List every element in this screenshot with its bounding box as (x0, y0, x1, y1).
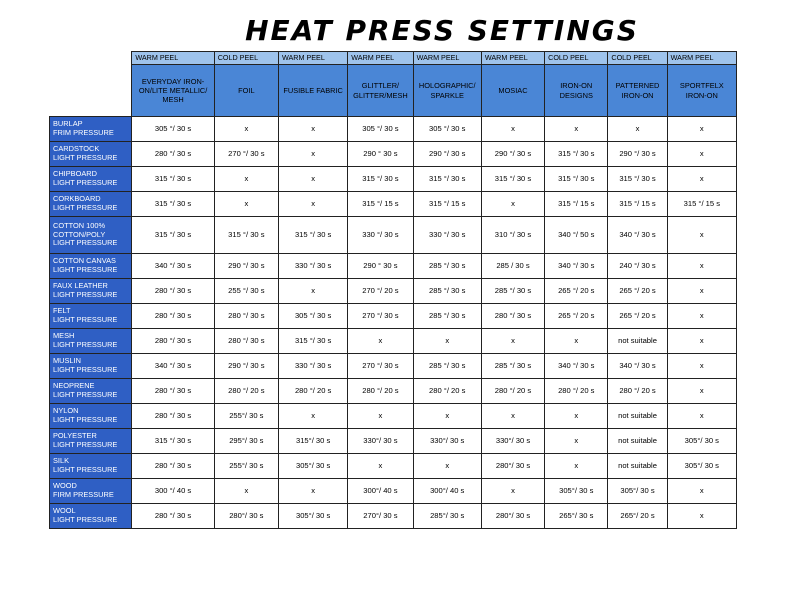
table-row (50, 404, 737, 429)
setting-cell: x (667, 304, 736, 329)
pressure-label: LIGHT PRESSURE (53, 290, 118, 299)
setting-cell: x (481, 329, 544, 354)
setting-cell: 315 °/ 30 s (608, 167, 667, 192)
setting-cell: x (413, 404, 481, 429)
setting-cell: 315 °/ 30 s (132, 429, 214, 454)
setting-cell: 330 °/ 30 s (278, 254, 347, 279)
material-cell (50, 117, 132, 142)
peel-type-cell: WARM PEEL (481, 52, 544, 65)
vinyl-type-header: FOIL (214, 65, 278, 117)
setting-cell: 315 °/ 30 s (348, 167, 413, 192)
setting-cell: 330 °/ 30 s (278, 354, 347, 379)
setting-cell: 315 °/ 15 s (413, 192, 481, 217)
setting-cell: 340 °/ 30 s (132, 254, 214, 279)
setting-cell: x (278, 192, 347, 217)
setting-cell: x (278, 142, 347, 167)
material-cell (50, 354, 132, 379)
setting-cell: 305 °/ 30 s (132, 117, 214, 142)
pressure-label: LIGHT PRESSURE (53, 515, 118, 524)
material-name: WOOD (53, 481, 77, 491)
table-row (50, 192, 737, 217)
material-cell (50, 479, 132, 504)
setting-cell: 330 °/ 30 s (348, 217, 413, 254)
setting-cell: 265°/ 30 s (545, 504, 608, 529)
setting-cell: x (348, 454, 413, 479)
setting-cell: 315 °/ 30 s (413, 167, 481, 192)
setting-cell: 305°/ 30 s (278, 504, 347, 529)
material-cell (50, 254, 132, 279)
setting-cell: 280 °/ 30 s (214, 329, 278, 354)
material-name: CARDSTOCK (53, 144, 100, 154)
setting-cell: x (545, 117, 608, 142)
setting-cell: x (413, 454, 481, 479)
setting-cell: 280 °/ 30 s (214, 304, 278, 329)
pressure-label: LIGHT PRESSURE (53, 178, 118, 187)
corner-cell (50, 65, 132, 117)
table-row (50, 354, 737, 379)
setting-cell: x (481, 192, 544, 217)
setting-cell: 285 °/ 30 s (413, 279, 481, 304)
setting-cell: 315 °/ 30 s (132, 217, 214, 254)
peel-type-cell: WARM PEEL (132, 52, 214, 65)
pressure-label: LIGHT PRESSURE (53, 315, 118, 324)
vinyl-type-header: IRON-ON DESIGNS (545, 65, 608, 117)
material-name: FAUX LEATHER (53, 281, 108, 291)
setting-cell: 315 °/ 30 s (132, 167, 214, 192)
setting-cell: x (481, 117, 544, 142)
setting-cell: 280 °/ 30 s (481, 304, 544, 329)
material-name: FELT (53, 306, 71, 316)
pressure-label: FIRM PRESSURE (53, 490, 114, 499)
table-row (50, 379, 737, 404)
setting-cell: x (214, 192, 278, 217)
setting-cell: 280 °/ 30 s (132, 142, 214, 167)
setting-cell: 330°/ 30 s (413, 429, 481, 454)
setting-cell: x (667, 254, 736, 279)
setting-cell: x (667, 504, 736, 529)
setting-cell: 310 °/ 30 s (481, 217, 544, 254)
setting-cell: 340 °/ 30 s (608, 354, 667, 379)
setting-cell: 290 °/ 30 s (214, 354, 278, 379)
table-row (50, 304, 737, 329)
material-name: COTTON 100% COTTON/POLY (53, 220, 106, 239)
setting-cell: 280 °/ 30 s (132, 379, 214, 404)
vinyl-type-header: EVERYDAY IRON-ON/LITE METALLIC/ MESH (132, 65, 214, 117)
setting-cell: 280°/ 30 s (481, 504, 544, 529)
material-cell (50, 142, 132, 167)
table-row (50, 429, 737, 454)
setting-cell: x (667, 354, 736, 379)
setting-cell: 280 °/ 30 s (132, 304, 214, 329)
peel-type-cell: COLD PEEL (545, 52, 608, 65)
setting-cell: 270 °/ 20 s (348, 279, 413, 304)
material-cell (50, 404, 132, 429)
setting-cell: x (348, 404, 413, 429)
setting-cell: not suitable (608, 404, 667, 429)
setting-cell: x (667, 167, 736, 192)
setting-cell: 280 °/ 30 s (132, 454, 214, 479)
setting-cell: x (545, 454, 608, 479)
setting-cell: 280 °/ 20 s (481, 379, 544, 404)
peel-type-cell: WARM PEEL (667, 52, 736, 65)
setting-cell: 315 °/ 30 s (545, 167, 608, 192)
setting-cell: x (278, 117, 347, 142)
setting-cell: 315 °/ 15 s (667, 192, 736, 217)
setting-cell: x (214, 167, 278, 192)
material-cell (50, 379, 132, 404)
material-name: MUSLIN (53, 356, 81, 366)
setting-cell: 305 °/ 30 s (348, 117, 413, 142)
setting-cell: 255°/ 30 s (214, 404, 278, 429)
setting-cell: not suitable (608, 429, 667, 454)
heat-press-table (49, 51, 737, 529)
setting-cell: x (608, 117, 667, 142)
peel-type-cell: WARM PEEL (348, 52, 413, 65)
setting-cell: 305°/ 30 s (667, 454, 736, 479)
setting-cell: 285 °/ 30 s (413, 354, 481, 379)
setting-cell: 315 °/ 30 s (545, 142, 608, 167)
setting-cell: 290 °/ 30 s (608, 142, 667, 167)
setting-cell: 270 °/ 30 s (348, 354, 413, 379)
material-name: MESH (53, 331, 75, 341)
table-row (50, 479, 737, 504)
setting-cell: 315°/ 30 s (278, 429, 347, 454)
setting-cell: 280°/ 30 s (481, 454, 544, 479)
vinyl-type-header: PATTERNED IRON-ON (608, 65, 667, 117)
setting-cell: 315 °/ 30 s (214, 217, 278, 254)
setting-cell: 255°/ 30 s (214, 454, 278, 479)
table-row (50, 117, 737, 142)
setting-cell: x (667, 379, 736, 404)
setting-cell: x (545, 329, 608, 354)
setting-cell: 265 °/ 20 s (608, 304, 667, 329)
setting-cell: 300 °/ 40 s (132, 479, 214, 504)
setting-cell: not suitable (608, 329, 667, 354)
setting-cell: x (667, 142, 736, 167)
setting-cell: x (667, 404, 736, 429)
material-cell (50, 504, 132, 529)
setting-cell: x (214, 479, 278, 504)
setting-cell: x (667, 479, 736, 504)
material-name: COTTON CANVAS (53, 256, 116, 266)
setting-cell: 290 ° 30 s (348, 142, 413, 167)
setting-cell: 270 °/ 30 s (214, 142, 278, 167)
setting-cell: 315 °/ 30 s (278, 329, 347, 354)
setting-cell: 285 °/ 30 s (481, 354, 544, 379)
setting-cell: 340 °/ 30 s (132, 354, 214, 379)
material-cell (50, 279, 132, 304)
setting-cell: x (278, 279, 347, 304)
material-cell (50, 167, 132, 192)
material-name: NYLON (53, 406, 79, 416)
pressure-label: LIGHT PRESSURE (53, 465, 118, 474)
peel-type-cell: COLD PEEL (214, 52, 278, 65)
setting-cell: x (667, 329, 736, 354)
peel-type-cell: COLD PEEL (608, 52, 667, 65)
setting-cell: 305°/ 30 s (278, 454, 347, 479)
pressure-label: FRIM PRESSURE (53, 128, 114, 137)
setting-cell: 280 °/ 30 s (132, 329, 214, 354)
setting-cell: 305°/ 30 s (545, 479, 608, 504)
pressure-label: LIGHT PRESSURE (53, 203, 118, 212)
setting-cell: 280 °/ 20 s (278, 379, 347, 404)
pressure-label: LIGHT PRESSURE (53, 415, 118, 424)
setting-cell: 280 °/ 30 s (132, 404, 214, 429)
pressure-label: LIGHT PRESSURE (53, 365, 118, 374)
vinyl-type-header: MOSIAC (481, 65, 544, 117)
setting-cell: 285 °/ 30 s (413, 304, 481, 329)
setting-cell: 290 ° 30 s (348, 254, 413, 279)
vinyl-type-row (50, 65, 737, 117)
setting-cell: x (278, 479, 347, 504)
setting-cell: 265 °/ 20 s (545, 304, 608, 329)
setting-cell: 340 °/ 50 s (545, 217, 608, 254)
vinyl-type-header: HOLOGRAPHIC/ SPARKLE (413, 65, 481, 117)
table-row (50, 329, 737, 354)
material-name: SILK (53, 456, 70, 466)
setting-cell: 280 °/ 20 s (348, 379, 413, 404)
setting-cell: 305°/ 30 s (608, 479, 667, 504)
corner-cell (50, 52, 132, 65)
setting-cell: 315 °/ 15 s (348, 192, 413, 217)
vinyl-type-header: GLITTLER/ GLITTER/MESH (348, 65, 413, 117)
pressure-label: LIGHT PRESSURE (53, 265, 118, 274)
setting-cell: 280°/ 30 s (214, 504, 278, 529)
setting-cell: 290 °/ 30 s (481, 142, 544, 167)
peel-type-cell: WARM PEEL (413, 52, 481, 65)
setting-cell: 330°/ 30 s (348, 429, 413, 454)
table-row (50, 279, 737, 304)
table-row (50, 217, 737, 254)
setting-cell: 280 °/ 20 s (413, 379, 481, 404)
setting-cell: 285 / 30 s (481, 254, 544, 279)
pressure-label: LIGHT PRESSURE (53, 440, 118, 449)
setting-cell: 280 °/ 20 s (545, 379, 608, 404)
setting-cell: 290 °/ 30 s (413, 142, 481, 167)
pressure-label: LIGHT PRESSURE (53, 340, 118, 349)
table-row (50, 142, 737, 167)
setting-cell: 295°/ 30 s (214, 429, 278, 454)
material-name: WOOL (53, 506, 76, 516)
setting-cell: 285 °/ 30 s (413, 254, 481, 279)
setting-cell: not suitable (608, 454, 667, 479)
material-name: CHIPBOARD (53, 169, 97, 179)
setting-cell: 300°/ 40 s (348, 479, 413, 504)
table-row (50, 454, 737, 479)
setting-cell: 280 °/ 30 s (132, 279, 214, 304)
setting-cell: 315 °/ 30 s (278, 217, 347, 254)
setting-cell: x (667, 117, 736, 142)
setting-cell: 305 °/ 30 s (413, 117, 481, 142)
setting-cell: 305 °/ 30 s (278, 304, 347, 329)
vinyl-type-header: FUSIBLE FABRIC (278, 65, 347, 117)
setting-cell: x (481, 404, 544, 429)
setting-cell: 270 °/ 30 s (348, 304, 413, 329)
setting-cell: x (481, 479, 544, 504)
setting-cell: x (667, 217, 736, 254)
setting-cell: x (413, 329, 481, 354)
setting-cell: 240 °/ 30 s (608, 254, 667, 279)
setting-cell: 340 °/ 30 s (545, 354, 608, 379)
setting-cell: x (545, 404, 608, 429)
setting-cell: 255 °/ 30 s (214, 279, 278, 304)
setting-cell: x (348, 329, 413, 354)
setting-cell: 300°/ 40 s (413, 479, 481, 504)
setting-cell: x (278, 404, 347, 429)
material-name: POLYESTER (53, 431, 97, 441)
setting-cell: 305°/ 30 s (667, 429, 736, 454)
table-row (50, 254, 737, 279)
setting-cell: 315 °/ 30 s (481, 167, 544, 192)
setting-cell: 285°/ 30 s (413, 504, 481, 529)
setting-cell: 265 °/ 20 s (545, 279, 608, 304)
setting-cell: 315 °/ 15 s (545, 192, 608, 217)
setting-cell: 265°/ 20 s (608, 504, 667, 529)
table-row (50, 504, 737, 529)
material-name: BURLAP (53, 119, 83, 129)
setting-cell: 340 °/ 30 s (608, 217, 667, 254)
setting-cell: 315 °/ 30 s (132, 192, 214, 217)
setting-cell: 280 °/ 20 s (214, 379, 278, 404)
setting-cell: 270°/ 30 s (348, 504, 413, 529)
pressure-label: LIGHT PRESSURE (53, 153, 118, 162)
pressure-label: LIGHT PRESSURE (53, 390, 118, 399)
material-name: CORKBOARD (53, 194, 101, 204)
material-cell (50, 217, 132, 254)
page-title: HEAT PRESS SETTINGS (245, 14, 639, 47)
table-row (50, 167, 737, 192)
setting-cell: x (545, 429, 608, 454)
material-name: NEOPRENE (53, 381, 95, 391)
material-cell (50, 454, 132, 479)
setting-cell: 265 °/ 20 s (608, 279, 667, 304)
material-cell (50, 429, 132, 454)
setting-cell: 280 °/ 20 s (608, 379, 667, 404)
material-cell (50, 192, 132, 217)
peel-type-row (50, 52, 737, 65)
setting-cell: 340 °/ 30 s (545, 254, 608, 279)
setting-cell: 330°/ 30 s (481, 429, 544, 454)
setting-cell: 285 °/ 30 s (481, 279, 544, 304)
material-cell (50, 329, 132, 354)
vinyl-type-header: SPORTFELX IRON-ON (667, 65, 736, 117)
setting-cell: 315 °/ 15 s (608, 192, 667, 217)
setting-cell: 290 °/ 30 s (214, 254, 278, 279)
setting-cell: 330 °/ 30 s (413, 217, 481, 254)
pressure-label: LIGHT PRESSURE (53, 238, 118, 248)
setting-cell: x (278, 167, 347, 192)
setting-cell: x (667, 279, 736, 304)
peel-type-cell: WARM PEEL (278, 52, 347, 65)
setting-cell: x (214, 117, 278, 142)
setting-cell: 280 °/ 30 s (132, 504, 214, 529)
material-cell (50, 304, 132, 329)
